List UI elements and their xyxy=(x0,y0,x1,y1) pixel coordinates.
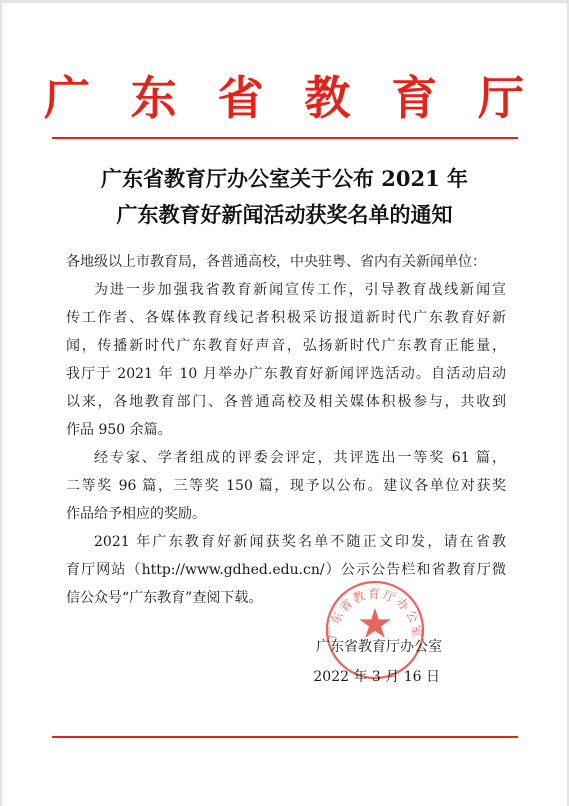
salutation: 各地级以上市教育局，各普通高校，中央驻粤、省内有关新闻单位： xyxy=(66,254,486,270)
letterhead-char: 育 xyxy=(391,71,438,125)
signature-org: 广东省教育厅办公室 xyxy=(316,639,442,655)
paragraph-line: 信公众号“广东教育”查阅下载。 xyxy=(66,590,263,606)
letterhead-char: 东 xyxy=(130,71,177,125)
title-line: 广东省教育厅办公室关于公布 2021 年 xyxy=(100,166,469,191)
agency-letterhead xyxy=(44,68,524,128)
paragraph-line: 经专家、学者组成的评委会评定，共评选出一等奖 61 篇， xyxy=(94,450,506,466)
paragraph-line: 传工作者、各媒体教育线记者积极采访报道新时代广东教育好新 xyxy=(66,310,506,326)
paragraph-line: 以来，各地教育部门、各普通高校及相关媒体积极参与，共收到 xyxy=(66,394,506,410)
footer-divider xyxy=(52,736,518,738)
paragraph-line: 作品 950 余篇。 xyxy=(66,422,172,438)
paragraph-line: 为进一步加强我省教育新闻宣传工作，引导教育战线新闻宣 xyxy=(94,282,506,298)
paragraph-line: 作品给予相应的奖励。 xyxy=(66,506,206,522)
paragraph-line: 2021 年广东教育好新闻获奖名单不随正文印发，请在省教 xyxy=(94,534,506,550)
title-line: 广东教育好新闻活动获奖名单的通知 xyxy=(116,202,453,227)
signature-block xyxy=(290,632,490,692)
page-border-left xyxy=(0,0,2,806)
signature-date: 2022 年 3 月 16 日 xyxy=(313,669,440,685)
letterhead-char: 省 xyxy=(217,71,264,125)
document-body xyxy=(66,248,506,612)
letterhead-divider xyxy=(52,137,518,139)
paragraph-line: 我厅于 2021 年 10 月举办广东教育好新闻评选活动。自活动启动 xyxy=(66,366,506,382)
page-border-top xyxy=(0,0,569,3)
letterhead-char: 厅 xyxy=(477,71,524,125)
document-title xyxy=(30,161,539,233)
paragraph-line: 二等奖 96 篇，三等奖 150 篇，现予以公布。建议各单位对获奖 xyxy=(66,478,506,494)
letterhead-char: 教 xyxy=(304,71,351,125)
letterhead-char: 广 xyxy=(44,71,90,125)
seal-text: 广东省教育厅办公室 xyxy=(325,587,425,640)
paragraph-line: 闻，传播新时代广东教育好声音，弘扬新时代广东教育正能量， xyxy=(66,338,506,354)
paragraph-line: 育厅网站（http://www.gdhed.edu.cn/）公示公告栏和省教育厅微 xyxy=(66,562,506,578)
